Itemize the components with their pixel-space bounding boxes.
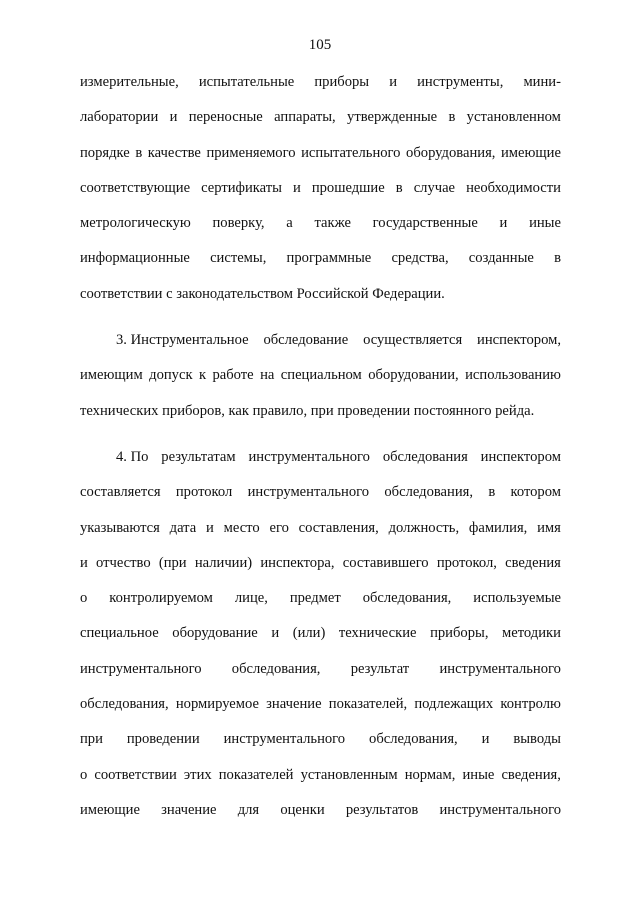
paragraph-line (80, 248, 561, 283)
paragraph-line (80, 213, 561, 248)
word: специальное (80, 625, 159, 642)
word: инструментального (439, 660, 561, 677)
word: установленным (300, 766, 398, 783)
word: (при (158, 554, 187, 571)
word: соответствии (94, 766, 177, 783)
word: обследования, (231, 660, 321, 677)
word: обследования, (80, 696, 169, 713)
paragraph-line (80, 365, 561, 400)
word: обследование (263, 332, 349, 349)
word: инспектором (480, 448, 561, 465)
word: 3. Инструментальное (116, 332, 249, 349)
word: испытательные (198, 74, 295, 90)
word: и (169, 109, 178, 126)
word: использованию (465, 367, 561, 384)
word: порядке (80, 144, 130, 161)
paragraph-line (80, 765, 561, 800)
paragraph-line (80, 694, 561, 729)
word: и (499, 215, 508, 232)
word: значение (266, 696, 322, 713)
word: подлежащих (414, 696, 494, 713)
word: приборы, (430, 625, 489, 642)
word: и (206, 519, 214, 536)
word: и (80, 554, 88, 571)
word: методики (502, 625, 561, 642)
paragraph-line (80, 553, 561, 588)
word: переносные (188, 109, 263, 126)
word: инструментального (247, 484, 370, 501)
word: осуществляется (363, 332, 463, 349)
word: лаборатории (80, 109, 159, 126)
paragraph-line (80, 518, 561, 553)
paragraph-line (80, 482, 561, 517)
word: технические (338, 625, 417, 642)
word: в (135, 144, 143, 161)
word: оценки (280, 801, 325, 818)
word: для (237, 801, 260, 818)
word: (или) (292, 625, 326, 642)
paragraph-line: соответствии с законодательством Российской Федерации. (80, 285, 445, 302)
word: проведении (126, 731, 200, 748)
paragraph-line (80, 143, 561, 178)
paragraph-line (80, 800, 561, 835)
word: специальном (280, 367, 362, 384)
paragraph-line (80, 330, 561, 365)
word: значение (161, 801, 217, 818)
word: случае (413, 179, 456, 196)
word: метрологическую (80, 215, 191, 232)
word: должность, (388, 519, 460, 536)
word: используемые (473, 590, 561, 607)
paragraph-line (80, 107, 561, 142)
word: имя (537, 519, 561, 536)
word: а (286, 215, 293, 232)
word: имеющим (80, 367, 143, 384)
word: протокол, (436, 554, 497, 571)
word: место (223, 519, 260, 536)
paragraph-line: технических приборов, как правило, при проведении постоянного рейда. (80, 402, 535, 419)
word: инструментального (439, 801, 561, 818)
word: иные (462, 766, 495, 783)
word: поверку, (212, 215, 265, 232)
word: необходимости (466, 179, 561, 196)
word: государственные (372, 215, 478, 232)
word: наличии) (194, 554, 253, 571)
word: нормируемое (175, 696, 259, 713)
word: программные (286, 250, 372, 267)
paragraph-line (80, 72, 561, 107)
word: испытательного (301, 144, 401, 161)
word: приборы (314, 74, 370, 90)
word: выводы (513, 731, 561, 748)
word: измерительные, (80, 74, 179, 90)
word: этих (183, 766, 212, 783)
word: информационные (80, 250, 190, 267)
word: прошедшие (311, 179, 385, 196)
word: обследования (382, 448, 468, 465)
word: системы, (210, 250, 267, 267)
word: составления, (298, 519, 379, 536)
word: иные (529, 215, 561, 232)
word: установленном (466, 109, 561, 126)
word: контролю (500, 696, 561, 713)
word: инструментального (223, 731, 346, 748)
word: применяемого (206, 144, 296, 161)
word: к (198, 367, 207, 384)
word: на (260, 367, 275, 384)
word: указываются (80, 519, 160, 536)
paragraph-line (80, 623, 561, 658)
paragraph-line (80, 729, 561, 764)
word: качестве (147, 144, 201, 161)
word: составляется (80, 484, 161, 501)
word: в (488, 484, 496, 501)
word: и (292, 179, 301, 196)
word: созданные (468, 250, 534, 267)
word: 4. По (116, 448, 149, 465)
body-text (80, 72, 561, 835)
word: в (554, 250, 561, 267)
word: сведения, (501, 766, 561, 783)
word: отчество (96, 554, 151, 571)
word: нормам, (404, 766, 456, 783)
word: предмет (289, 590, 341, 607)
word: в (448, 109, 456, 126)
word: работе (212, 367, 254, 384)
paragraph-line (80, 447, 561, 482)
word: и (271, 625, 280, 642)
word: имеющие (80, 801, 140, 818)
word: оборудовании, (368, 367, 459, 384)
paragraph-line (80, 178, 561, 213)
word: инспектора, (260, 554, 335, 571)
word: лице, (234, 590, 268, 607)
word: обследования, (384, 484, 474, 501)
word: показателей (218, 766, 294, 783)
word: о (80, 766, 88, 783)
word: средства, (391, 250, 449, 267)
paragraph-gap (80, 319, 561, 330)
word: соответствующие (80, 179, 191, 196)
word: допуск (149, 367, 193, 384)
word: результатов (345, 801, 419, 818)
word: показателей, (328, 696, 408, 713)
word: обследования, (362, 590, 452, 607)
word: при (80, 731, 103, 748)
word: сертификаты (201, 179, 282, 196)
word: и (481, 731, 490, 748)
word: контролируемом (109, 590, 213, 607)
word: также (314, 215, 351, 232)
word: мини- (523, 74, 561, 90)
word: инструментального (248, 448, 370, 465)
word: аппараты, (274, 109, 336, 126)
word: фамилия, (468, 519, 528, 536)
paragraph-line (80, 659, 561, 694)
word: утвержденные (347, 109, 438, 126)
word: имеющие (501, 144, 561, 161)
word: оборудования, (406, 144, 496, 161)
word: протокол (175, 484, 233, 501)
word: и (389, 74, 398, 90)
paragraph-line (80, 588, 561, 623)
word: обследования, (369, 731, 458, 748)
word: в (395, 179, 403, 196)
word: инструментального (80, 660, 202, 677)
word: его (269, 519, 289, 536)
word: результатам (161, 448, 236, 465)
word: дата (169, 519, 197, 536)
paragraph-gap (80, 436, 561, 447)
word: результат (350, 660, 410, 677)
page-number: 105 (308, 37, 332, 53)
word: составившего (342, 554, 429, 571)
word: инструменты, (417, 74, 504, 90)
word: о (80, 590, 88, 607)
word: инспектором, (477, 332, 561, 349)
word: сведения (505, 554, 561, 571)
word: оборудование (172, 625, 258, 642)
word: котором (510, 484, 561, 501)
